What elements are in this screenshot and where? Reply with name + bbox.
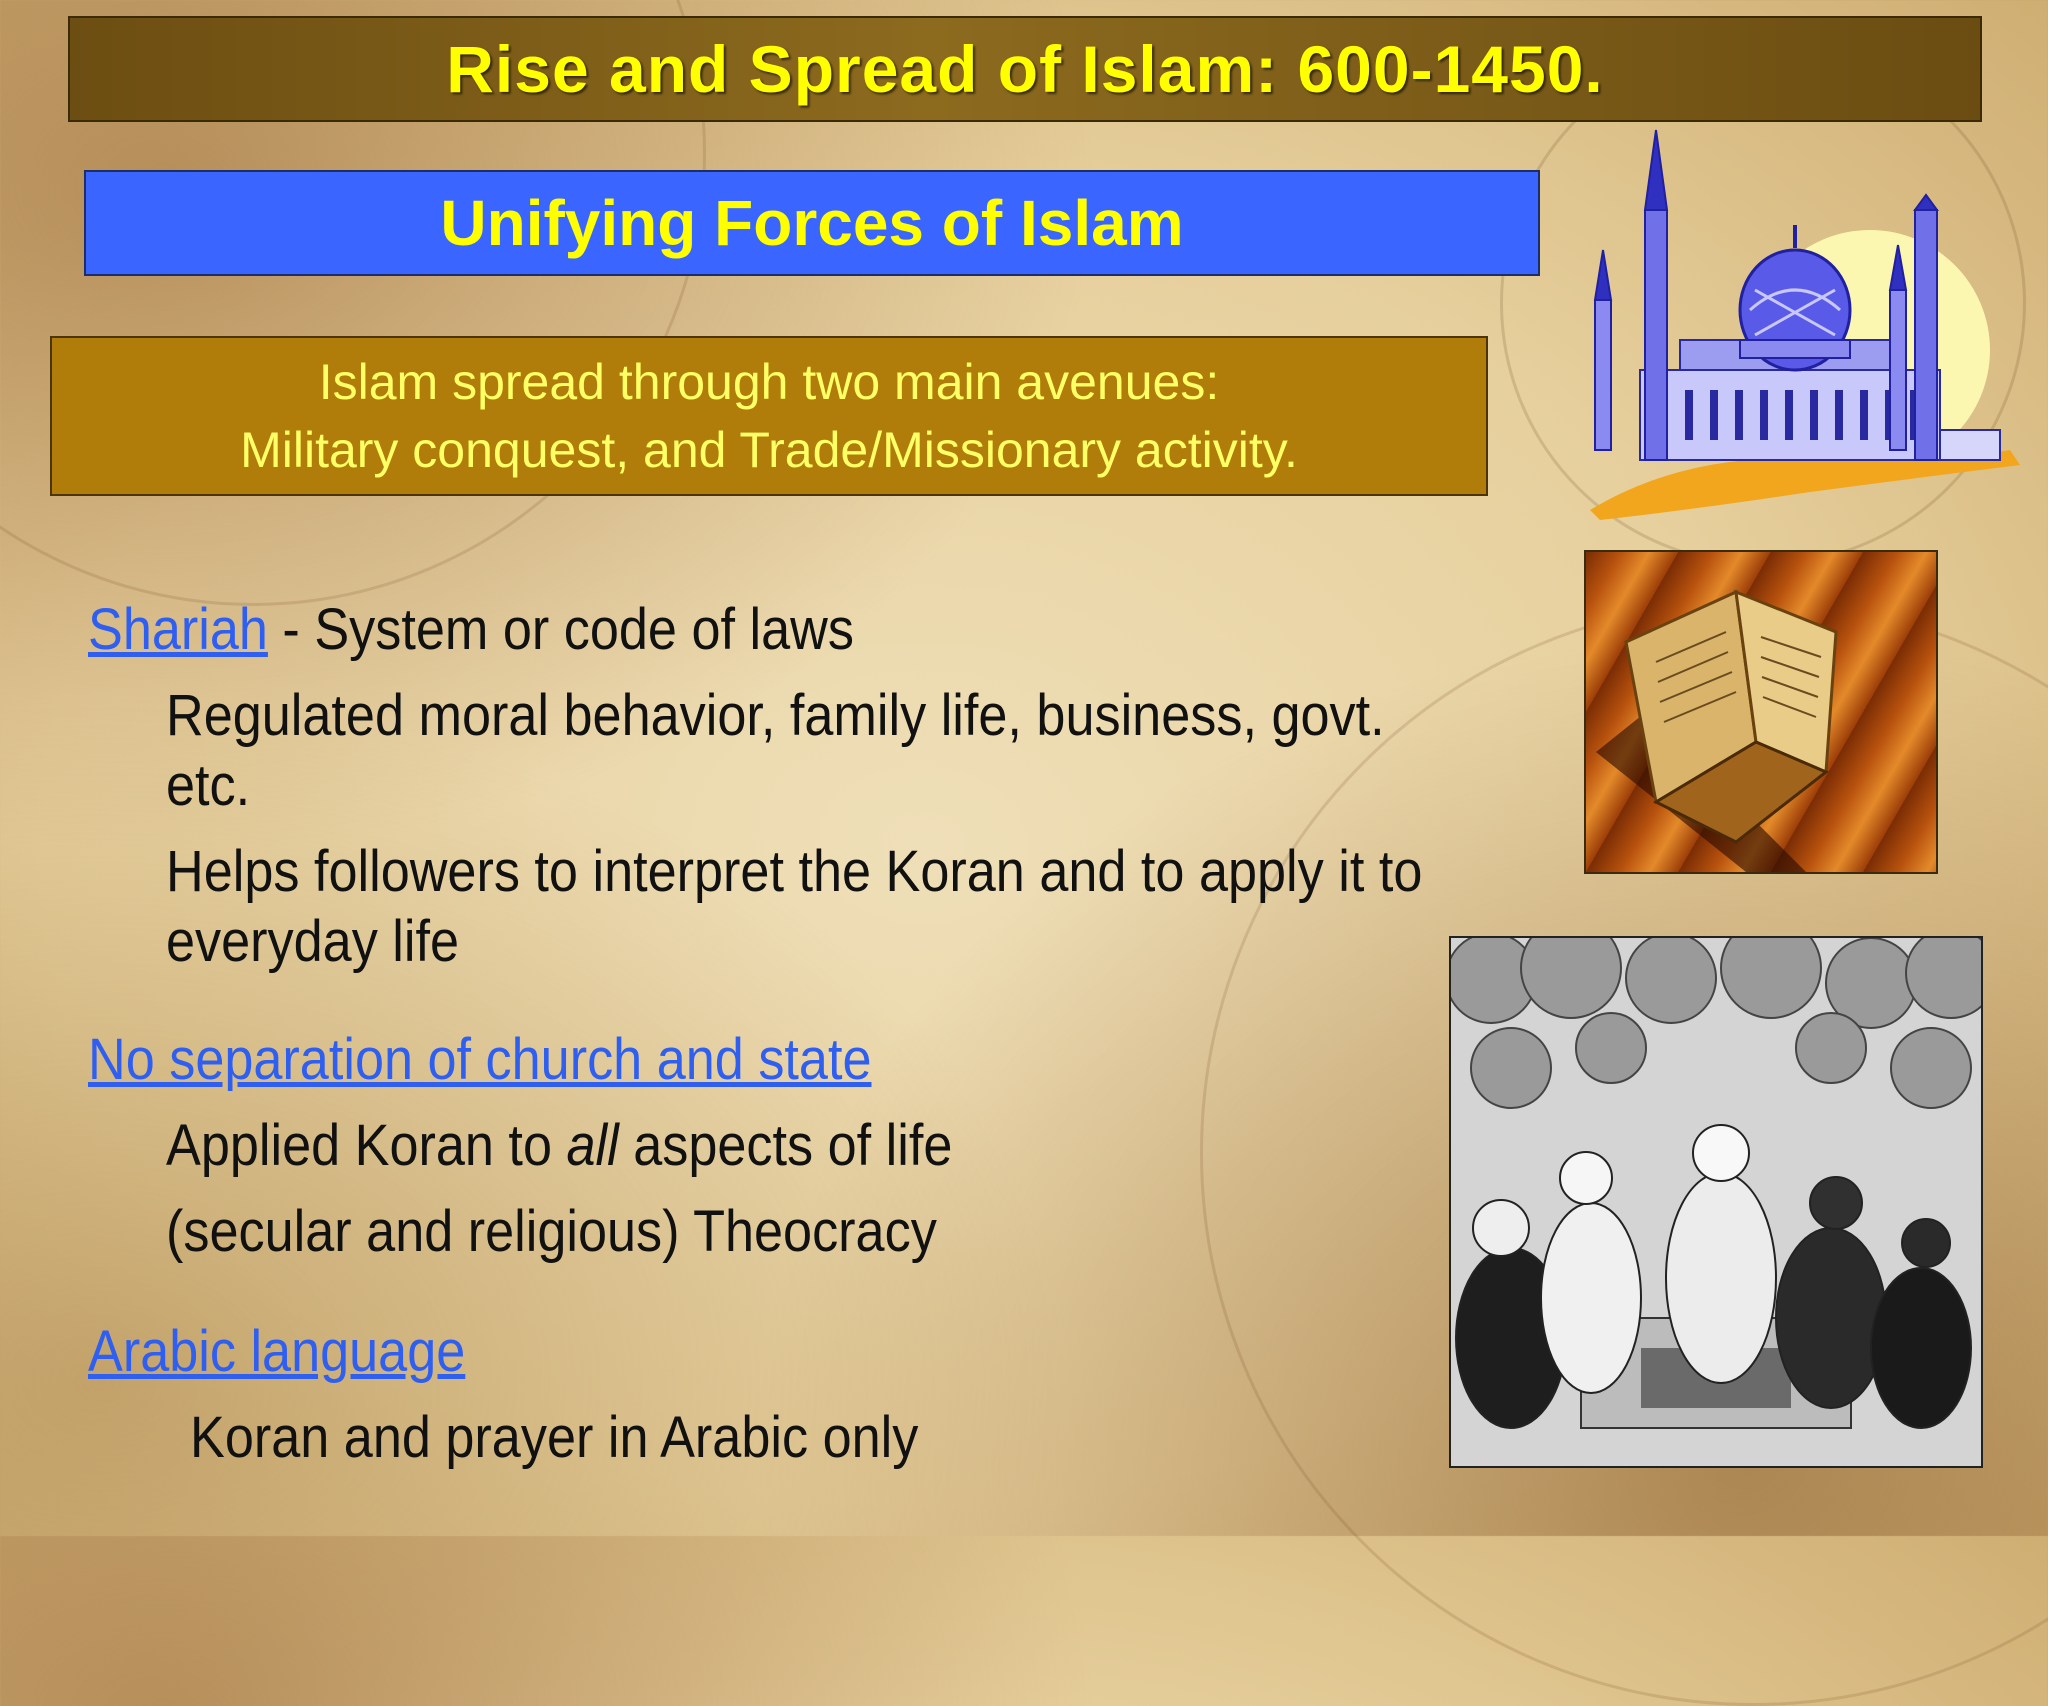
avenues-line-2: Military conquest, and Trade/Missionary activity. (240, 422, 1298, 478)
arabic-language-heading[interactable]: Arabic language (88, 1319, 466, 1384)
scholars-illustration (1449, 936, 1983, 1468)
quran-photo (1584, 550, 1938, 874)
church-state-point-1-emphasis: all (566, 1113, 619, 1178)
church-state-point-1-after: aspects of life (618, 1113, 953, 1178)
shariah-point-1-line-1: Regulated moral behavior, family life, business, govt. (166, 683, 1385, 748)
church-state-point-1-before: Applied Koran to (166, 1113, 567, 1178)
slide-title: Rise and Spread of Islam: 600-1450. (446, 32, 1604, 106)
church-state-heading[interactable]: No separation of church and state (88, 1027, 872, 1092)
shariah-point-2-line-2: everyday life (166, 909, 460, 974)
shariah-definition: - System or code of laws (267, 597, 854, 662)
mosque-clipart (1570, 120, 2020, 520)
church-state-point-1 (166, 1112, 952, 1179)
shariah-point-1-line-2: etc. (166, 753, 251, 818)
title-bar (68, 16, 1982, 122)
shariah-heading[interactable]: Shariah (88, 597, 268, 662)
arabic-language-point-1: Koran and prayer in Arabic only (190, 1405, 919, 1470)
open-book-icon (1586, 552, 1936, 872)
church-state-point-2: (secular and religious) Theocracy (166, 1199, 937, 1264)
avenues-box (50, 336, 1488, 496)
shariah-point-2-line-1: Helps followers to interpret the Koran and to apply it to (166, 839, 1423, 904)
subtitle-box (84, 170, 1540, 276)
avenues-line-1: Islam spread through two main avenues: (318, 354, 1220, 410)
slide-subtitle: Unifying Forces of Islam (440, 187, 1184, 259)
shariah-heading-line (88, 596, 854, 663)
